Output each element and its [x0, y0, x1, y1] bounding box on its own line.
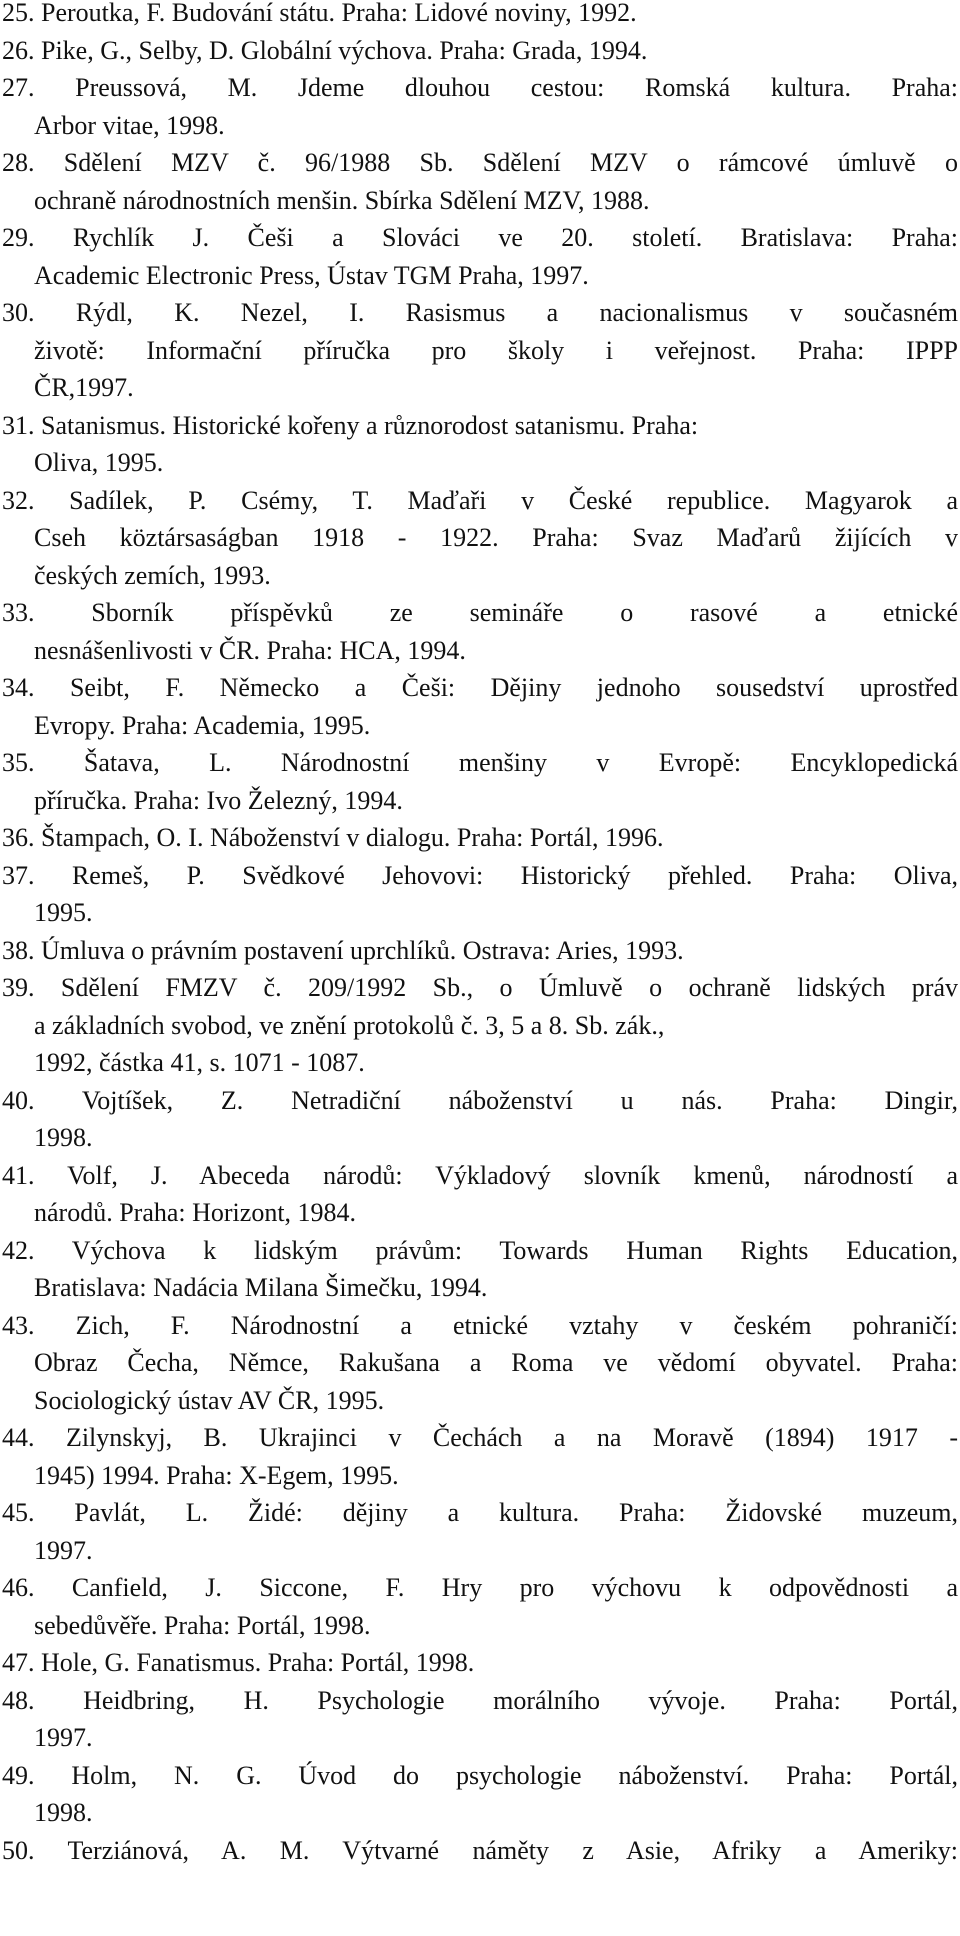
reference-item: [2, 857, 958, 932]
reference-first-line: 40. Vojtíšek, Z. Netradiční náboženství u nás. Praha: Dingir,: [2, 1085, 958, 1115]
reference-continuation-line: ochraně národnostních menšin. Sbírka Sdělení MZV, 1988.: [34, 185, 650, 215]
reference-item: [2, 219, 958, 294]
reference-first-line: 49. Holm, N. G. Úvod do psychologie náboženství. Praha: Portál,: [2, 1760, 958, 1790]
reference-first-line: 39. Sdělení FMZV č. 209/1992 Sb., o Úmluvě o ochraně lidských práv: [2, 973, 958, 1002]
bibliography-list: [2, 0, 958, 1869]
reference-continuation-line: českých zemích, 1993.: [34, 560, 271, 590]
reference-item: [2, 1232, 958, 1307]
reference-item: [2, 1569, 958, 1644]
reference-item: [2, 1419, 958, 1494]
reference-first-line: 42. Výchova k lidským právům: Towards Human Rights Education,: [2, 1235, 958, 1265]
reference-continuation-line: 1945) 1994. Praha: X-Egem, 1995.: [34, 1460, 399, 1490]
reference-item: [2, 69, 958, 144]
reference-continuation-line: národů. Praha: Horizont, 1984.: [34, 1198, 357, 1227]
reference-first-line: 35. Šatava, L. Národnostní menšiny v Evropě: Encyklopedická: [2, 748, 958, 777]
reference-item: [2, 1832, 958, 1870]
reference-first-line: 26. Pike, G., Selby, D. Globální výchova. Praha: Grada, 1994.: [2, 35, 648, 65]
reference-first-line: 50. Terziánová, A. M. Výtvarné náměty z Asie, Afriky a Ameriky:: [2, 1835, 958, 1865]
reference-continuation-line: životě: Informační příručka pro školy i veřejnost. Praha: IPPP: [34, 335, 958, 365]
reference-item: [2, 482, 958, 595]
reference-first-line: 47. Hole, G. Fanatismus. Praha: Portál, 1998.: [2, 1648, 475, 1677]
reference-item: [2, 294, 958, 407]
reference-first-line: 37. Remeš, P. Svědkové Jehovovi: Historický přehled. Praha: Oliva,: [2, 860, 958, 890]
reference-item: [2, 1644, 958, 1682]
reference-item: [2, 594, 958, 669]
reference-item: [2, 744, 958, 819]
reference-item: [2, 1682, 958, 1757]
reference-continuation-line: 1998.: [34, 1798, 93, 1827]
reference-continuation-line: nesnášenlivosti v ČR. Praha: HCA, 1994.: [34, 635, 466, 665]
reference-item: [2, 1494, 958, 1569]
reference-first-line: 31. Satanismus. Historické kořeny a různorodost satanismu. Praha:: [2, 410, 699, 440]
reference-first-line: 41. Volf, J. Abeceda národů: Výkladový slovník kmenů, národností a: [2, 1160, 958, 1190]
reference-continuation-line: Sociologický ústav AV ČR, 1995.: [34, 1385, 385, 1415]
reference-item: [2, 1082, 958, 1157]
reference-continuation-line: Evropy. Praha: Academia, 1995.: [34, 710, 371, 740]
reference-continuation-line: Obraz Čecha, Němce, Rakušana a Roma ve vědomí obyvatel. Praha:: [34, 1348, 958, 1377]
reference-item: [2, 1307, 958, 1420]
reference-item: [2, 819, 958, 857]
reference-first-line: 46. Canfield, J. Siccone, F. Hry pro výchovu k odpovědnosti a: [2, 1573, 958, 1602]
reference-continuation-line: Bratislava: Nadácia Milana Šimečku, 1994.: [34, 1273, 488, 1302]
reference-first-line: 28. Sdělení MZV č. 96/1988 Sb. Sdělení MZV o rámcové úmluvě o: [2, 148, 958, 177]
reference-first-line: 44. Zilynskyj, B. Ukrajinci v Čechách a na Moravě (1894) 1917 -: [2, 1423, 958, 1452]
reference-continuation-line: 1998.: [34, 1123, 93, 1152]
reference-first-line: 45. Pavlát, L. Židé: dějiny a kultura. Praha: Židovské muzeum,: [2, 1498, 958, 1527]
reference-first-line: 27. Preussová, M. Jdeme dlouhou cestou: Romská kultura. Praha:: [2, 73, 958, 102]
reference-continuation-line: ČR,1997.: [34, 373, 134, 402]
reference-first-line: 36. Štampach, O. I. Náboženství v dialogu. Praha: Portál, 1996.: [2, 823, 664, 852]
reference-first-line: 32. Sadílek, P. Csémy, T. Maďaři v České republice. Magyarok a: [2, 485, 958, 515]
reference-first-line: 48. Heidbring, H. Psychologie morálního vývoje. Praha: Portál,: [2, 1685, 958, 1715]
reference-first-line: 30. Rýdl, K. Nezel, I. Rasismus a nacionalismus v současném: [2, 298, 958, 327]
reference-continuation-line: Academic Electronic Press, Ústav TGM Praha, 1997.: [34, 260, 589, 290]
reference-first-line: 43. Zich, F. Národnostní a etnické vztahy v českém pohraničí:: [2, 1310, 958, 1340]
reference-continuation-line: a základních svobod, ve znění protokolů č. 3, 5 a 8. Sb. zák.,: [34, 1010, 665, 1040]
reference-first-line: 34. Seibt, F. Německo a Češi: Dějiny jednoho sousedství uprostřed: [2, 673, 958, 702]
reference-continuation-line: Cseh köztársaságban 1918 - 1922. Praha: Svaz Maďarů žijících v: [34, 523, 958, 552]
reference-continuation-line: 1997.: [34, 1723, 93, 1752]
reference-item: [2, 669, 958, 744]
reference-first-line: 29. Rychlík J. Češi a Slováci ve 20. století. Bratislava: Praha:: [2, 223, 958, 252]
reference-item: [2, 0, 958, 32]
reference-first-line: 33. Sborník příspěvků ze semináře o rasové a etnické: [2, 598, 958, 627]
reference-continuation-line: Arbor vitae, 1998.: [34, 110, 225, 140]
reference-continuation-line: Oliva, 1995.: [34, 448, 164, 477]
reference-first-line: 25. Peroutka, F. Budování státu. Praha: Lidové noviny, 1992.: [2, 0, 637, 27]
reference-item: [2, 1157, 958, 1232]
reference-item: [2, 32, 958, 70]
reference-continuation-line: 1997.: [34, 1535, 93, 1565]
reference-continuation-line: příručka. Praha: Ivo Železný, 1994.: [34, 785, 403, 815]
reference-first-line: 38. Úmluva o právním postavení uprchlíků. Ostrava: Aries, 1993.: [2, 935, 684, 965]
reference-item: [2, 144, 958, 219]
reference-continuation-line: 1992, částka 41, s. 1071 - 1087.: [34, 1048, 365, 1077]
reference-continuation-line: sebedůvěře. Praha: Portál, 1998.: [34, 1610, 371, 1640]
reference-item: [2, 1757, 958, 1832]
reference-item: [2, 932, 958, 970]
reference-continuation-line: 1995.: [34, 898, 93, 927]
reference-item: [2, 969, 958, 1082]
reference-item: [2, 407, 958, 482]
